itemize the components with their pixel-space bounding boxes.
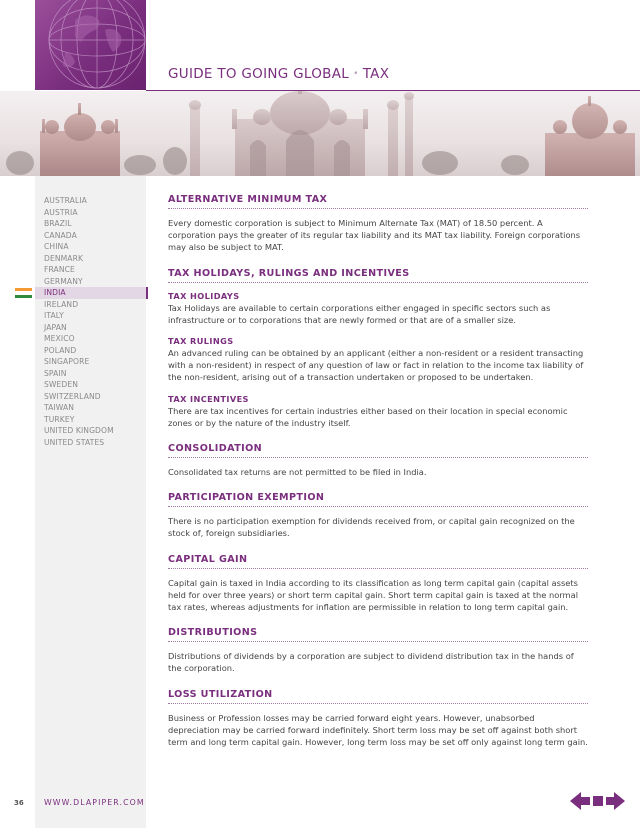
page-navigation bbox=[570, 791, 625, 811]
sidebar-item-ireland[interactable]: IRELAND bbox=[44, 299, 79, 309]
subsection-heading: TAX INCENTIVES bbox=[168, 393, 249, 404]
title-sub: TAX bbox=[362, 66, 390, 82]
section-heading: CONSOLIDATION bbox=[168, 443, 588, 458]
taj-mahal-illustration bbox=[0, 91, 640, 176]
sidebar-item-mexico[interactable]: MEXICO bbox=[44, 334, 75, 343]
subsection-tax-rulings bbox=[168, 336, 588, 384]
sidebar-item-australia[interactable]: AUSTRALIA bbox=[44, 196, 87, 205]
title-separator: • bbox=[353, 69, 359, 79]
section-tax-holidays bbox=[168, 268, 588, 429]
subsection-body: An advanced ruling can be obtained by an applicant (either a non-resident or a resident transacting with a non-resident) in respect of any question of law or fact in relation to the income tax liability of the non-resident, arising out of a transaction undertaken or proposed to be undertaken. bbox=[168, 348, 584, 383]
sidebar-item-germany[interactable]: GERMANY bbox=[44, 276, 83, 286]
subsection-heading: TAX HOLIDAYS bbox=[168, 290, 240, 301]
section-body: Consolidated tax returns are not permitted to be filed in India. bbox=[168, 467, 427, 478]
flag-stripe-green bbox=[15, 295, 32, 298]
main-content bbox=[168, 194, 588, 762]
section-heading: ALTERNATIVE MINIMUM TAX bbox=[168, 194, 588, 209]
sidebar-item-sweden[interactable]: SWEDEN bbox=[44, 380, 79, 389]
next-page-arrow-icon[interactable] bbox=[606, 792, 625, 810]
title-main: GUIDE TO GOING GLOBAL bbox=[168, 66, 350, 82]
sidebar-item-brazil[interactable]: BRAZIL bbox=[44, 219, 72, 228]
section-body: Business or Profession losses may be carried forward eight years. However, unabsorbed depreciation may be carried forward indefinitely. Short term loss may be set off against both short term and long term capital gain. However, long term loss may be set off only against long term gain. bbox=[168, 712, 588, 748]
section-consolidation bbox=[168, 443, 588, 478]
sidebar-item-japan[interactable]: JAPAN bbox=[44, 322, 67, 332]
sidebar-item-china[interactable]: CHINA bbox=[44, 242, 69, 251]
sidebar-item-canada[interactable]: CANADA bbox=[44, 230, 77, 240]
sidebar-item-united-states[interactable]: UNITED STATES bbox=[44, 437, 105, 447]
sidebar-item-switzerland[interactable]: SWITZERLAND bbox=[44, 391, 101, 401]
sidebar-item-italy[interactable]: ITALY bbox=[44, 311, 64, 320]
sidebar-item-turkey[interactable]: TURKEY bbox=[44, 414, 75, 424]
page-number: 36 bbox=[14, 799, 24, 807]
skyline-banner bbox=[0, 91, 640, 176]
subsection-tax-holidays bbox=[168, 291, 588, 326]
subsection-tax-incentives bbox=[168, 394, 588, 429]
sidebar-active-indicator bbox=[146, 287, 148, 299]
previous-page-arrow-icon[interactable] bbox=[570, 792, 590, 810]
subsection-heading: TAX RULINGS bbox=[168, 336, 234, 347]
page-title bbox=[168, 66, 389, 82]
section-body: Distributions of dividends by a corporation are subject to dividend distribution tax in the hands of the corporation. bbox=[168, 651, 574, 674]
section-heading: PARTICIPATION EXEMPTION bbox=[168, 492, 588, 507]
globe-icon bbox=[35, 0, 146, 90]
sidebar-item-united-kingdom[interactable]: UNITED KINGDOM bbox=[44, 426, 114, 435]
section-heading: DISTRIBUTIONS bbox=[168, 627, 588, 642]
sidebar-item-spain[interactable]: SPAIN bbox=[44, 368, 67, 378]
sidebar-item-poland[interactable]: POLAND bbox=[44, 345, 77, 355]
subsection-body: There are tax incentives for certain industries either based on their location in special economic zones or by the nature of the industry itself. bbox=[168, 405, 568, 428]
section-body: There is no participation exemption for dividends received from, or capital gain recognized on the stock of, foreign subsidiaries. bbox=[168, 516, 575, 539]
header-globe-graphic bbox=[35, 0, 146, 90]
sidebar-item-singapore[interactable]: SINGAPORE bbox=[44, 357, 90, 366]
section-body: Every domestic corporation is subject to Minimum Alternate Tax (MAT) of 18.50 percent. A corporation pays the greater of its regular tax liability and its MAT tax liability. Foreign corporations may also be subject to MAT. bbox=[168, 218, 581, 253]
section-heading: TAX HOLIDAYS, RULINGS AND INCENTIVES bbox=[168, 268, 588, 283]
section-body: Capital gain is taxed in India according to its classification as long term capital gain (capital assets held for over three years) or short term capital gain. Short term capital gain is taxed at the normal tax rates, whereas adjustments for inflation are permissible in relation to long term capital gain. bbox=[168, 577, 579, 613]
sidebar-item-france[interactable]: FRANCE bbox=[44, 265, 75, 274]
section-participation-exemption bbox=[168, 492, 588, 539]
country-nav bbox=[44, 195, 114, 448]
section-alternative-minimum-tax bbox=[168, 194, 588, 254]
section-distributions bbox=[168, 627, 588, 674]
section-heading: CAPITAL GAIN bbox=[168, 554, 588, 569]
section-heading: LOSS UTILIZATION bbox=[168, 689, 588, 704]
india-flag-icon bbox=[15, 288, 32, 298]
home-square-icon[interactable] bbox=[593, 796, 603, 806]
sidebar-item-taiwan[interactable]: TAIWAN bbox=[44, 403, 75, 412]
footer-website-link[interactable]: WWW.DLAPIPER.COM bbox=[44, 798, 145, 807]
sidebar-item-austria[interactable]: AUSTRIA bbox=[44, 207, 78, 217]
subsection-body: Tax Holidays are available to certain corporations either engaged in specific sectors such as infrastructure or to corporations that are newly formed or that are of a smaller size. bbox=[168, 302, 551, 325]
section-loss-utilization bbox=[168, 689, 588, 749]
sidebar-item-india[interactable]: INDIA bbox=[44, 288, 66, 297]
section-capital-gain bbox=[168, 554, 588, 614]
sidebar-item-denmark[interactable]: DENMARK bbox=[44, 253, 84, 263]
